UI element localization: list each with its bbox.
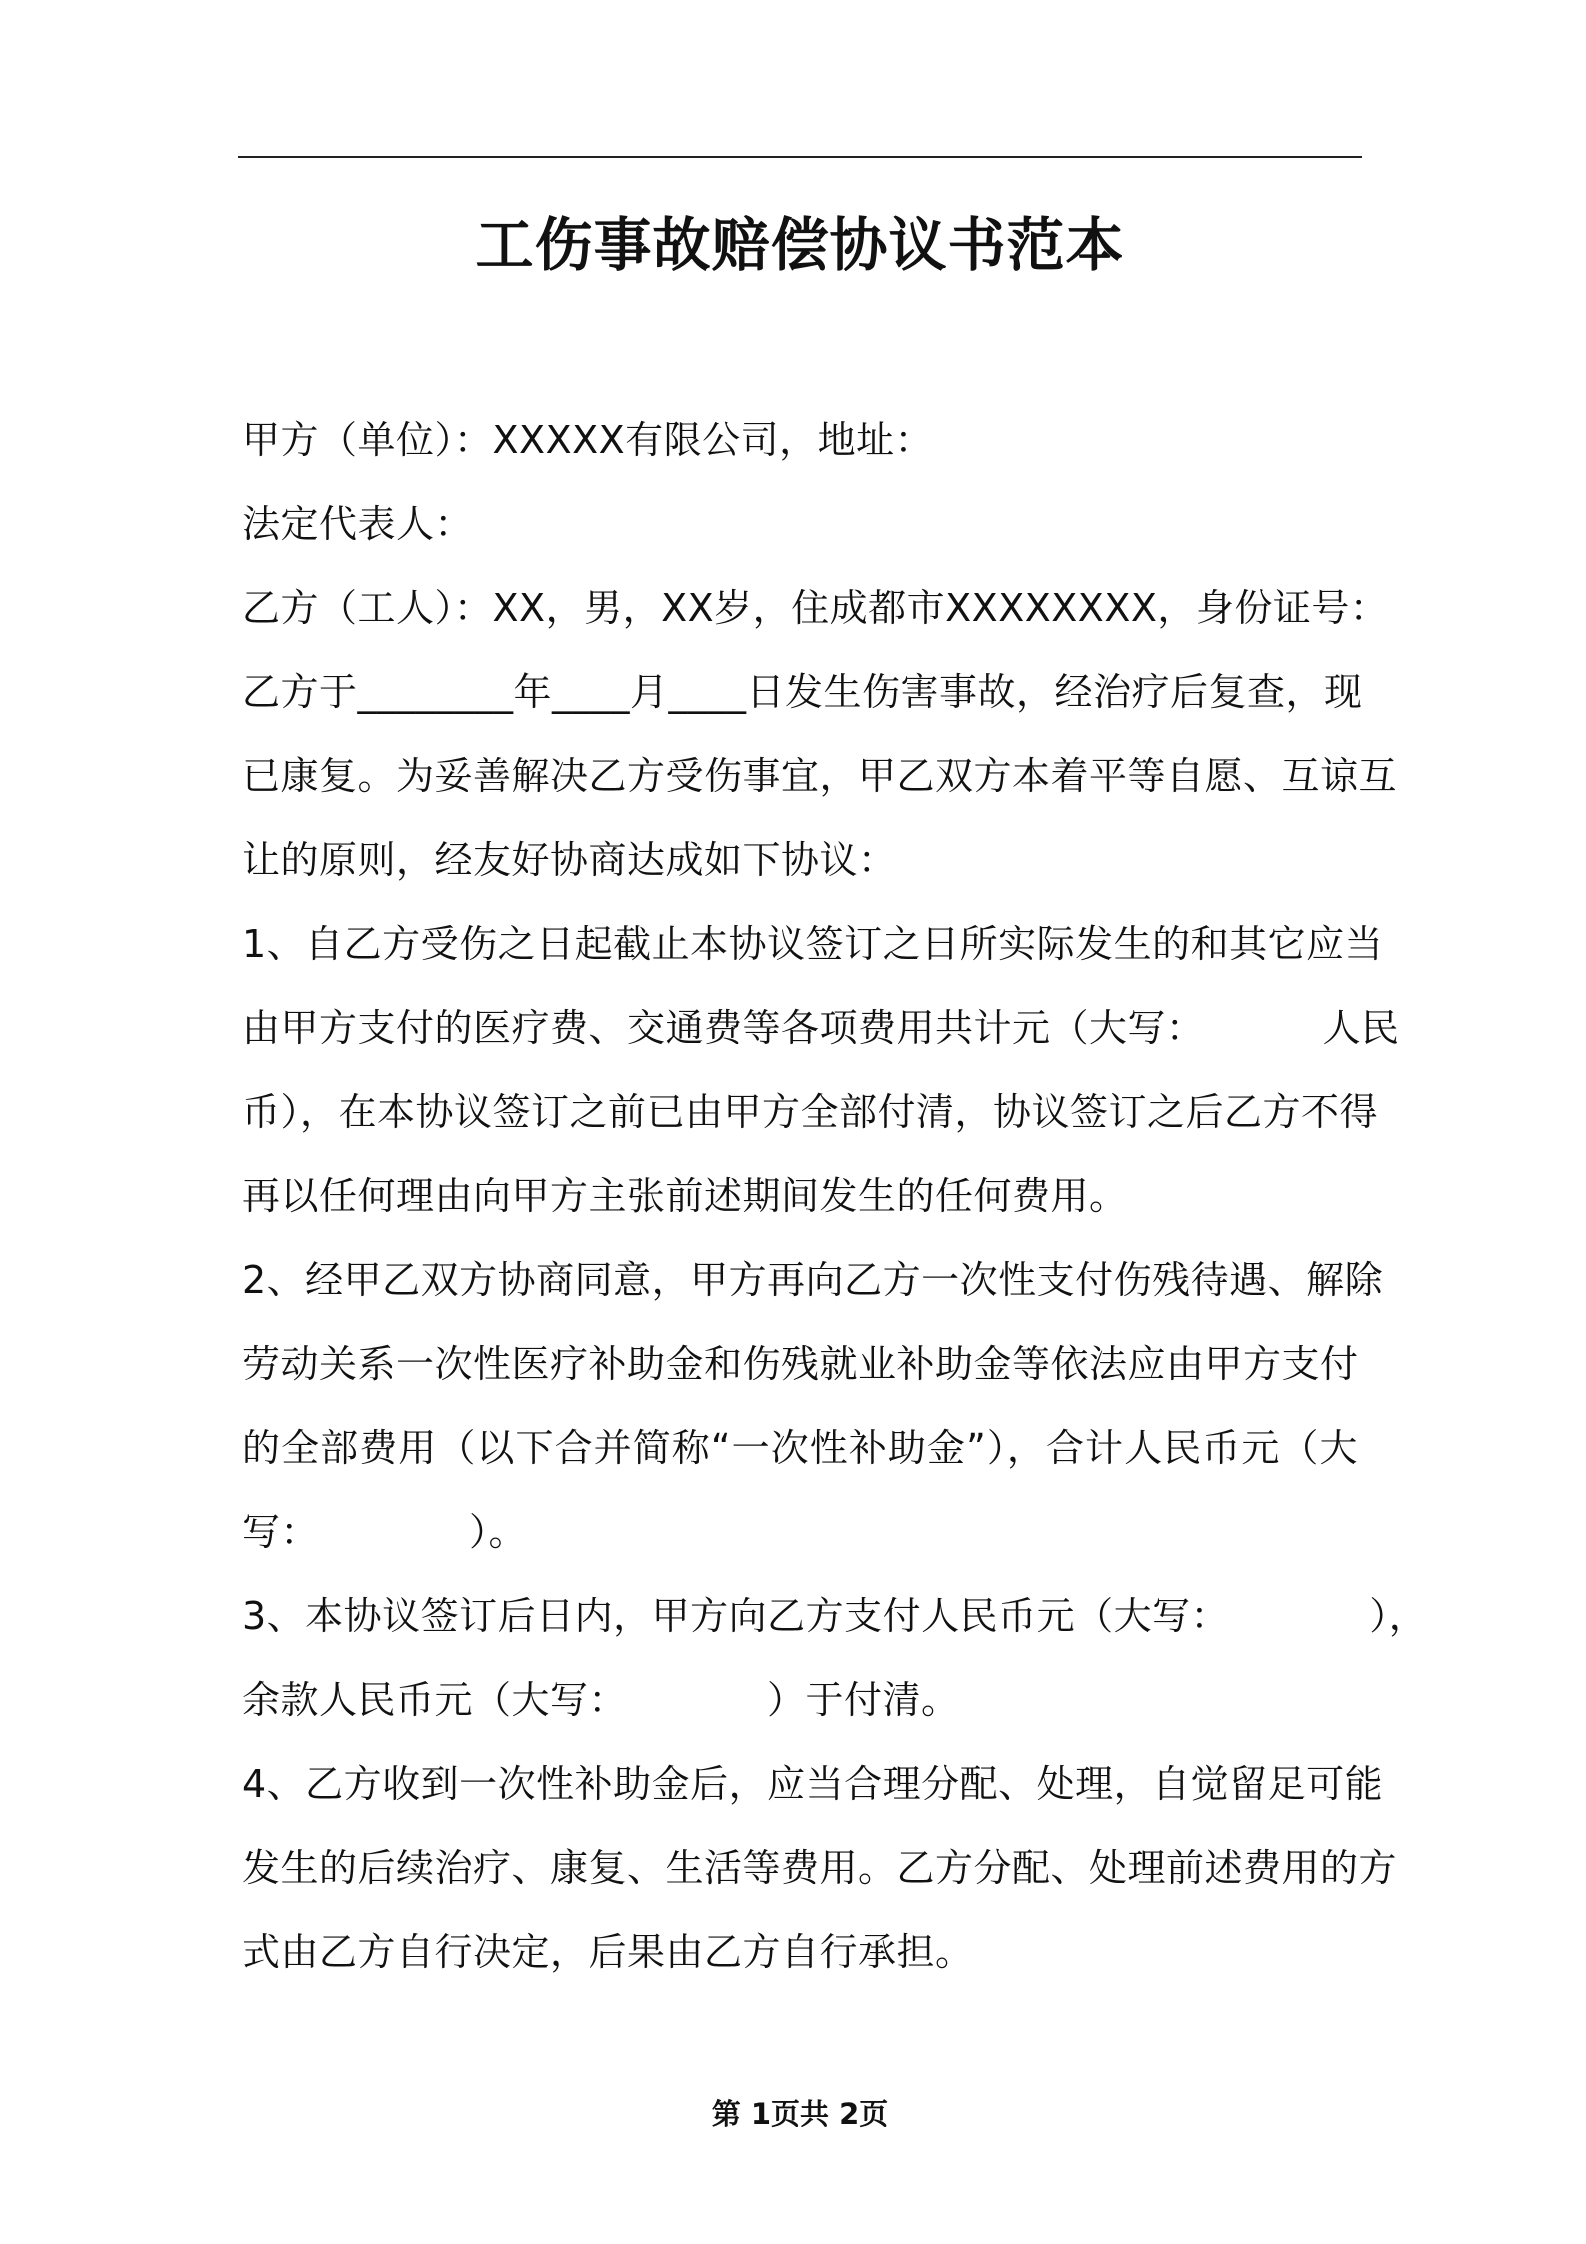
clause-2-text: ）。 bbox=[469, 1510, 528, 1554]
clause-1-text: 人民 bbox=[1322, 1006, 1400, 1050]
header-rule bbox=[238, 156, 1362, 158]
clause-4-line: 式由乙方自行决定，后果由乙方自行承担。 bbox=[242, 1930, 974, 1974]
clause-1-text: 由甲方支付的医疗费、交通费等各项费用共计元（大写： bbox=[242, 1006, 1205, 1050]
clause-2-line: 的全部费用（以下合并简称“一次性补助金”），合计人民币元（大 bbox=[242, 1426, 1358, 1470]
clause-2-line: 劳动关系一次性医疗补助金和伤残就业补助金等依法应由甲方支付 bbox=[242, 1342, 1359, 1386]
clause-2-line: 2、经甲乙双方协商同意，甲方再向乙方一次性支付伤残待遇、解除 bbox=[242, 1258, 1384, 1302]
clause-3-line bbox=[242, 1588, 1427, 1644]
clause-3-text: 3、本协议签订后日内，甲方向乙方支付人民币元（大写： bbox=[242, 1594, 1230, 1638]
clause-1-line: 1、自乙方受伤之日起截止本协议签订之日所实际发生的和其它应当 bbox=[242, 922, 1384, 966]
party-b-line: 乙方（工人）：XX，男，XX岁，住成都市XXXXXXXX，身份证号： bbox=[242, 586, 1389, 630]
page-indicator: 第 1页共 2页 bbox=[711, 2097, 889, 2131]
paragraph-line: 已康复。为妥善解决乙方受伤事宜，甲乙双方本着平等自愿、互谅互 bbox=[242, 754, 1398, 798]
clause-1-line: 再以任何理由向甲方主张前述期间发生的任何费用。 bbox=[242, 1174, 1128, 1218]
clause-4-line: 4、乙方收到一次性补助金后，应当合理分配、处理，自觉留足可能 bbox=[242, 1762, 1384, 1806]
paragraph-line: 乙方于________年____月____日发生伤害事故，经治疗后复查，现 bbox=[242, 670, 1363, 714]
clause-2-text: 写： bbox=[242, 1510, 320, 1554]
clause-3-text: ）， bbox=[1369, 1594, 1428, 1638]
clause-3-line bbox=[242, 1672, 960, 1728]
clause-1-line: 币），在本协议签订之前已由甲方全部付清，协议签订之后乙方不得 bbox=[242, 1090, 1379, 1134]
clause-3-text: 余款人民币元（大写： bbox=[242, 1678, 628, 1722]
document-title: 工伤事故赔偿协议书范本 bbox=[475, 211, 1125, 279]
legal-representative-line: 法定代表人： bbox=[242, 502, 474, 546]
clause-1-line bbox=[242, 1000, 1400, 1056]
clause-2-line bbox=[242, 1504, 527, 1560]
clause-4-line: 发生的后续治疗、康复、生活等费用。乙方分配、处理前述费用的方 bbox=[242, 1846, 1398, 1890]
paragraph-line: 让的原则，经友好协商达成如下协议： bbox=[242, 838, 897, 882]
clause-3-text: ）于付清。 bbox=[767, 1678, 960, 1722]
party-a-line: 甲方（单位）：XXXXX有限公司，地址： bbox=[242, 418, 934, 462]
